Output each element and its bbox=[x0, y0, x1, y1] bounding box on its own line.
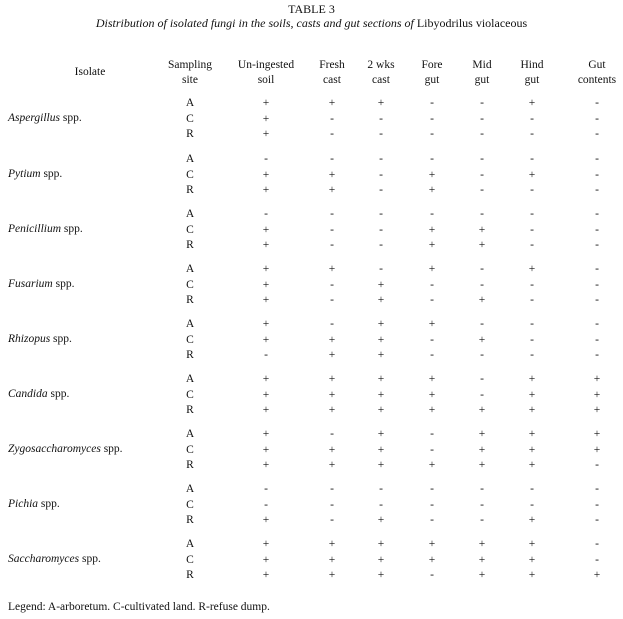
isolate-group bbox=[0, 96, 623, 143]
table-cell: + bbox=[428, 553, 436, 566]
table-cell: + bbox=[593, 388, 601, 401]
header-isolate: Isolate bbox=[74, 66, 106, 78]
caption-text: Distribution of isolated fungi in the soils, casts and gut sections of bbox=[95, 16, 414, 30]
sampling-site: R bbox=[186, 569, 194, 581]
table-cell: - bbox=[480, 514, 484, 526]
table-cell: + bbox=[262, 373, 270, 385]
table-cell: - bbox=[595, 349, 599, 361]
column-header-line: Sampling bbox=[167, 59, 213, 71]
table-cell: - bbox=[330, 294, 334, 306]
table-cell: - bbox=[595, 294, 599, 306]
isolate-name bbox=[8, 442, 123, 458]
isolate-suffix: spp. bbox=[47, 388, 70, 400]
table-cell: - bbox=[595, 223, 599, 236]
legend: Legend: A-arboretum. C-cultivated land. R-refuse dump. bbox=[8, 601, 270, 613]
isolate-genus: Penicillium bbox=[8, 223, 62, 235]
sampling-site: A bbox=[185, 97, 195, 109]
table-cell: - bbox=[595, 208, 599, 220]
table-cell: - bbox=[330, 498, 334, 511]
table-cell: - bbox=[264, 349, 268, 361]
table-cell: + bbox=[528, 388, 536, 401]
table-cell: - bbox=[530, 128, 534, 140]
table-cell: + bbox=[328, 404, 336, 416]
column-header-line: Fresh bbox=[319, 59, 345, 71]
table-cell: - bbox=[379, 208, 383, 220]
table-cell: + bbox=[262, 294, 270, 306]
table-cell: - bbox=[379, 112, 383, 125]
table-cell: - bbox=[530, 112, 534, 125]
table-cell: + bbox=[593, 404, 601, 416]
table-cell: + bbox=[262, 459, 270, 471]
isolate-suffix: spp. bbox=[61, 223, 83, 235]
table-cell: - bbox=[330, 318, 334, 330]
table-cell: + bbox=[428, 223, 436, 236]
table-cell: + bbox=[377, 97, 385, 109]
table-cell: + bbox=[328, 569, 336, 581]
sampling-site: R bbox=[186, 459, 194, 471]
table-cell: + bbox=[377, 318, 385, 330]
column-header-1 bbox=[226, 58, 306, 88]
table-cell: - bbox=[430, 278, 434, 291]
isolate-genus: Rhizopus bbox=[8, 333, 51, 345]
table-cell: + bbox=[262, 443, 270, 456]
table-cell: + bbox=[478, 239, 486, 251]
isolate-suffix: spp. bbox=[59, 112, 82, 124]
table-cell: - bbox=[595, 553, 599, 566]
sampling-site: C bbox=[186, 333, 194, 346]
table-cell: + bbox=[328, 538, 336, 550]
table-cell: - bbox=[480, 168, 484, 181]
isolate-group bbox=[0, 317, 623, 364]
table-cell: + bbox=[328, 388, 336, 401]
table-cell: + bbox=[262, 97, 270, 109]
table-cell: - bbox=[430, 208, 434, 220]
table-cell: + bbox=[478, 333, 486, 346]
table-cell: - bbox=[379, 263, 383, 275]
table-cell: - bbox=[530, 294, 534, 306]
table-cell: + bbox=[377, 428, 385, 440]
table-cell: + bbox=[377, 373, 385, 385]
table-cell: - bbox=[595, 97, 599, 109]
isolate-name bbox=[8, 167, 62, 183]
table-cell: - bbox=[480, 153, 484, 165]
isolate-name bbox=[8, 552, 101, 568]
table-cell: - bbox=[480, 318, 484, 330]
table-cell: - bbox=[330, 514, 334, 526]
table-cell: - bbox=[595, 263, 599, 275]
table-cell: - bbox=[330, 112, 334, 125]
isolate-genus: Aspergillus bbox=[8, 112, 60, 124]
isolate-name bbox=[8, 497, 60, 513]
table-cell: + bbox=[593, 569, 601, 581]
table-cell: + bbox=[377, 404, 385, 416]
isolate-group bbox=[0, 537, 623, 584]
table-cell: + bbox=[377, 388, 385, 401]
sampling-site: C bbox=[186, 388, 194, 401]
table-cell: - bbox=[595, 514, 599, 526]
table-cell: - bbox=[595, 168, 599, 181]
table-cell: - bbox=[430, 153, 434, 165]
sampling-site: C bbox=[186, 168, 194, 181]
table-cell: - bbox=[480, 184, 484, 196]
isolate-group bbox=[0, 207, 623, 254]
table-cell: + bbox=[478, 428, 486, 440]
table-cell: + bbox=[328, 553, 336, 566]
column-header-line: Mid bbox=[472, 59, 492, 71]
sampling-site: R bbox=[186, 349, 194, 361]
table-cell: + bbox=[428, 168, 436, 181]
table-cell: + bbox=[428, 404, 436, 416]
table-cell: + bbox=[262, 263, 270, 275]
isolate-name bbox=[8, 277, 74, 293]
table-cell: - bbox=[330, 153, 334, 165]
table-cell: + bbox=[262, 278, 270, 291]
table-cell: - bbox=[530, 349, 534, 361]
column-header-3 bbox=[356, 58, 406, 88]
table-cell: + bbox=[478, 459, 486, 471]
table-cell: + bbox=[428, 263, 436, 275]
column-header-line: cast bbox=[323, 74, 341, 86]
table-cell: - bbox=[530, 208, 534, 220]
sampling-site: R bbox=[186, 128, 194, 140]
table-cell: - bbox=[595, 184, 599, 196]
column-header-4 bbox=[407, 58, 457, 88]
table-cell: - bbox=[530, 483, 534, 495]
table-cell: + bbox=[428, 239, 436, 251]
isolate-group bbox=[0, 372, 623, 419]
isolate-suffix: spp. bbox=[52, 278, 75, 290]
column-header-line: 2 wks bbox=[367, 59, 395, 71]
table-cell: - bbox=[430, 112, 434, 125]
table-cell: + bbox=[528, 569, 536, 581]
table-cell: + bbox=[328, 97, 336, 109]
sampling-site: A bbox=[185, 208, 195, 220]
table-cell: + bbox=[328, 263, 336, 275]
table-cell: + bbox=[377, 294, 385, 306]
table-cell: + bbox=[428, 318, 436, 330]
table-cell: + bbox=[428, 373, 436, 385]
isolate-name bbox=[8, 111, 82, 127]
table-cell: - bbox=[595, 333, 599, 346]
table-cell: - bbox=[530, 333, 534, 346]
table-cell: - bbox=[430, 333, 434, 346]
isolate-genus: Zygosaccharomyces bbox=[8, 443, 101, 455]
table-cell: + bbox=[478, 443, 486, 456]
table-cell: + bbox=[328, 459, 336, 471]
sampling-site: R bbox=[186, 184, 194, 196]
table-cell: - bbox=[480, 263, 484, 275]
table-cell: - bbox=[595, 112, 599, 125]
table-cell: - bbox=[430, 428, 434, 440]
table-cell: + bbox=[377, 514, 385, 526]
column-header-line: Hind bbox=[520, 59, 544, 71]
column-header-line: soil bbox=[257, 74, 275, 86]
isolate-name bbox=[8, 222, 83, 238]
table-cell: - bbox=[480, 483, 484, 495]
table-cell: + bbox=[328, 373, 336, 385]
isolate-genus: Pytium bbox=[8, 168, 41, 180]
table-cell: + bbox=[328, 443, 336, 456]
table-cell: - bbox=[595, 459, 599, 471]
table-cell: + bbox=[262, 223, 270, 236]
isolate-name bbox=[8, 387, 69, 403]
table-cell: - bbox=[379, 153, 383, 165]
table-cell: - bbox=[430, 483, 434, 495]
table-cell: + bbox=[528, 97, 536, 109]
column-header-0 bbox=[155, 58, 225, 88]
table-cell: + bbox=[528, 538, 536, 550]
table-cell: - bbox=[379, 498, 383, 511]
table-cell: - bbox=[264, 483, 268, 495]
isolate-group bbox=[0, 482, 623, 529]
table-cell: - bbox=[530, 278, 534, 291]
sampling-site: C bbox=[186, 112, 194, 125]
table-cell: - bbox=[430, 349, 434, 361]
sampling-site: A bbox=[185, 483, 195, 495]
table-cell: - bbox=[480, 498, 484, 511]
table-cell: + bbox=[478, 538, 486, 550]
table-cell: - bbox=[330, 239, 334, 251]
table-cell: - bbox=[264, 498, 268, 511]
table-cell: + bbox=[262, 112, 270, 125]
table-cell: + bbox=[478, 223, 486, 236]
sampling-site: A bbox=[185, 318, 195, 330]
column-header-2 bbox=[307, 58, 357, 88]
column-header-line: gut bbox=[424, 74, 440, 86]
table-cell: + bbox=[528, 443, 536, 456]
table-cell: + bbox=[377, 459, 385, 471]
table-cell: - bbox=[430, 498, 434, 511]
table-cell: - bbox=[480, 388, 484, 401]
table-cell: - bbox=[379, 128, 383, 140]
isolate-suffix: spp. bbox=[38, 498, 60, 510]
table-cell: - bbox=[595, 318, 599, 330]
isolate-suffix: spp. bbox=[100, 443, 123, 455]
table-cell: - bbox=[595, 239, 599, 251]
table-cell: - bbox=[330, 428, 334, 440]
sampling-site: R bbox=[186, 404, 194, 416]
column-header-5 bbox=[457, 58, 507, 88]
table-cell: - bbox=[480, 112, 484, 125]
column-header-line: site bbox=[182, 74, 198, 86]
column-header-line: Fore bbox=[421, 59, 443, 71]
table-cell: - bbox=[530, 184, 534, 196]
column-header-line: cast bbox=[372, 74, 390, 86]
table-cell: - bbox=[330, 483, 334, 495]
table-cell: + bbox=[428, 459, 436, 471]
column-header-line: Gut bbox=[588, 59, 606, 71]
table-cell: + bbox=[528, 428, 536, 440]
isolate-suffix: spp. bbox=[50, 333, 72, 345]
sampling-site: A bbox=[185, 538, 195, 550]
table-cell: + bbox=[528, 373, 536, 385]
table-cell: + bbox=[262, 553, 270, 566]
sampling-site: A bbox=[185, 153, 195, 165]
table-cell: + bbox=[377, 569, 385, 581]
sampling-site: R bbox=[186, 294, 194, 306]
table-cell: + bbox=[262, 388, 270, 401]
table-cell: + bbox=[428, 538, 436, 550]
table-cell: + bbox=[528, 404, 536, 416]
table-cell: + bbox=[528, 459, 536, 471]
table-cell: - bbox=[330, 223, 334, 236]
table-cell: + bbox=[528, 514, 536, 526]
sampling-site: C bbox=[186, 443, 194, 456]
table-cell: - bbox=[480, 97, 484, 109]
isolate-name bbox=[8, 332, 72, 348]
sampling-site: C bbox=[186, 498, 194, 511]
table-cell: - bbox=[379, 184, 383, 196]
table-cell: + bbox=[262, 514, 270, 526]
table-cell: - bbox=[530, 223, 534, 236]
isolate-suffix: spp. bbox=[79, 553, 101, 565]
table-cell: + bbox=[262, 428, 270, 440]
table-cell: - bbox=[530, 318, 534, 330]
table-cell: + bbox=[262, 569, 270, 581]
table-cell: + bbox=[377, 349, 385, 361]
sampling-site: C bbox=[186, 223, 194, 236]
isolate-group bbox=[0, 262, 623, 309]
sampling-site: A bbox=[185, 373, 195, 385]
table-cell: + bbox=[328, 349, 336, 361]
table-cell: - bbox=[530, 498, 534, 511]
table-cell: - bbox=[264, 208, 268, 220]
table-cell: + bbox=[377, 538, 385, 550]
table-cell: - bbox=[379, 168, 383, 181]
table-cell: - bbox=[595, 153, 599, 165]
column-header-6 bbox=[507, 58, 557, 88]
table-cell: - bbox=[330, 208, 334, 220]
table-cell: + bbox=[528, 263, 536, 275]
table-cell: + bbox=[328, 184, 336, 196]
table-cell: - bbox=[379, 483, 383, 495]
table-cell: - bbox=[430, 443, 434, 456]
table-cell: + bbox=[377, 333, 385, 346]
table-cell: - bbox=[480, 349, 484, 361]
table-cell: + bbox=[528, 553, 536, 566]
table-cell: + bbox=[262, 404, 270, 416]
sampling-site: R bbox=[186, 514, 194, 526]
sampling-site: A bbox=[185, 263, 195, 275]
table-cell: + bbox=[377, 443, 385, 456]
isolate-genus: Pichia bbox=[8, 498, 39, 510]
table-cell: + bbox=[262, 128, 270, 140]
table-cell: - bbox=[330, 278, 334, 291]
table-cell: + bbox=[478, 569, 486, 581]
table-cell: - bbox=[480, 128, 484, 140]
table-cell: - bbox=[330, 128, 334, 140]
table-cell: - bbox=[480, 278, 484, 291]
sampling-site: A bbox=[185, 428, 195, 440]
table-cell: + bbox=[262, 538, 270, 550]
isolate-group bbox=[0, 427, 623, 474]
column-header-line: Un-ingested bbox=[237, 59, 295, 71]
table-cell: - bbox=[595, 128, 599, 140]
isolate-suffix: spp. bbox=[40, 168, 63, 180]
table-cell: + bbox=[377, 553, 385, 566]
table-cell: + bbox=[528, 168, 536, 181]
table-cell: + bbox=[328, 168, 336, 181]
sampling-site: R bbox=[186, 239, 194, 251]
isolate-genus: Fusarium bbox=[8, 278, 53, 290]
table-cell: - bbox=[430, 294, 434, 306]
table-cell: + bbox=[328, 333, 336, 346]
table-cell: + bbox=[428, 388, 436, 401]
table-cell: - bbox=[430, 97, 434, 109]
table-cell: - bbox=[430, 514, 434, 526]
table-cell: + bbox=[262, 168, 270, 181]
table-cell: - bbox=[430, 128, 434, 140]
table-cell: + bbox=[478, 404, 486, 416]
sampling-site: C bbox=[186, 553, 194, 566]
table-cell: + bbox=[262, 184, 270, 196]
table-cell: + bbox=[593, 373, 601, 385]
table-cell: + bbox=[478, 553, 486, 566]
column-header-line: contents bbox=[577, 74, 617, 86]
isolate-genus: Candida bbox=[8, 388, 48, 400]
column-header-7 bbox=[567, 58, 623, 88]
table-cell: - bbox=[379, 239, 383, 251]
column-header-line: gut bbox=[524, 74, 540, 86]
table-cell: - bbox=[595, 278, 599, 291]
table-cell: - bbox=[480, 373, 484, 385]
table-cell: + bbox=[478, 294, 486, 306]
table-cell: + bbox=[593, 428, 601, 440]
table-cell: - bbox=[480, 208, 484, 220]
table-cell: - bbox=[264, 153, 268, 165]
caption-species: Libyodrilus violaceous bbox=[416, 16, 528, 30]
table-cell: + bbox=[262, 239, 270, 251]
table-cell: + bbox=[262, 333, 270, 346]
table-title: TABLE 3 bbox=[288, 2, 335, 16]
table-cell: - bbox=[430, 569, 434, 581]
sampling-site: C bbox=[186, 278, 194, 291]
table-cell: + bbox=[377, 278, 385, 291]
table-cell: - bbox=[595, 498, 599, 511]
table-caption bbox=[0, 16, 623, 31]
table-cell: + bbox=[593, 443, 601, 456]
column-header-line: gut bbox=[474, 74, 490, 86]
table-cell: - bbox=[530, 239, 534, 251]
table-cell: + bbox=[428, 184, 436, 196]
isolate-group bbox=[0, 152, 623, 199]
isolate-genus: Saccharomyces bbox=[8, 553, 80, 565]
table-cell: - bbox=[595, 538, 599, 550]
table-cell: - bbox=[595, 483, 599, 495]
table-cell: - bbox=[379, 223, 383, 236]
table-cell: + bbox=[262, 318, 270, 330]
table-cell: - bbox=[530, 153, 534, 165]
